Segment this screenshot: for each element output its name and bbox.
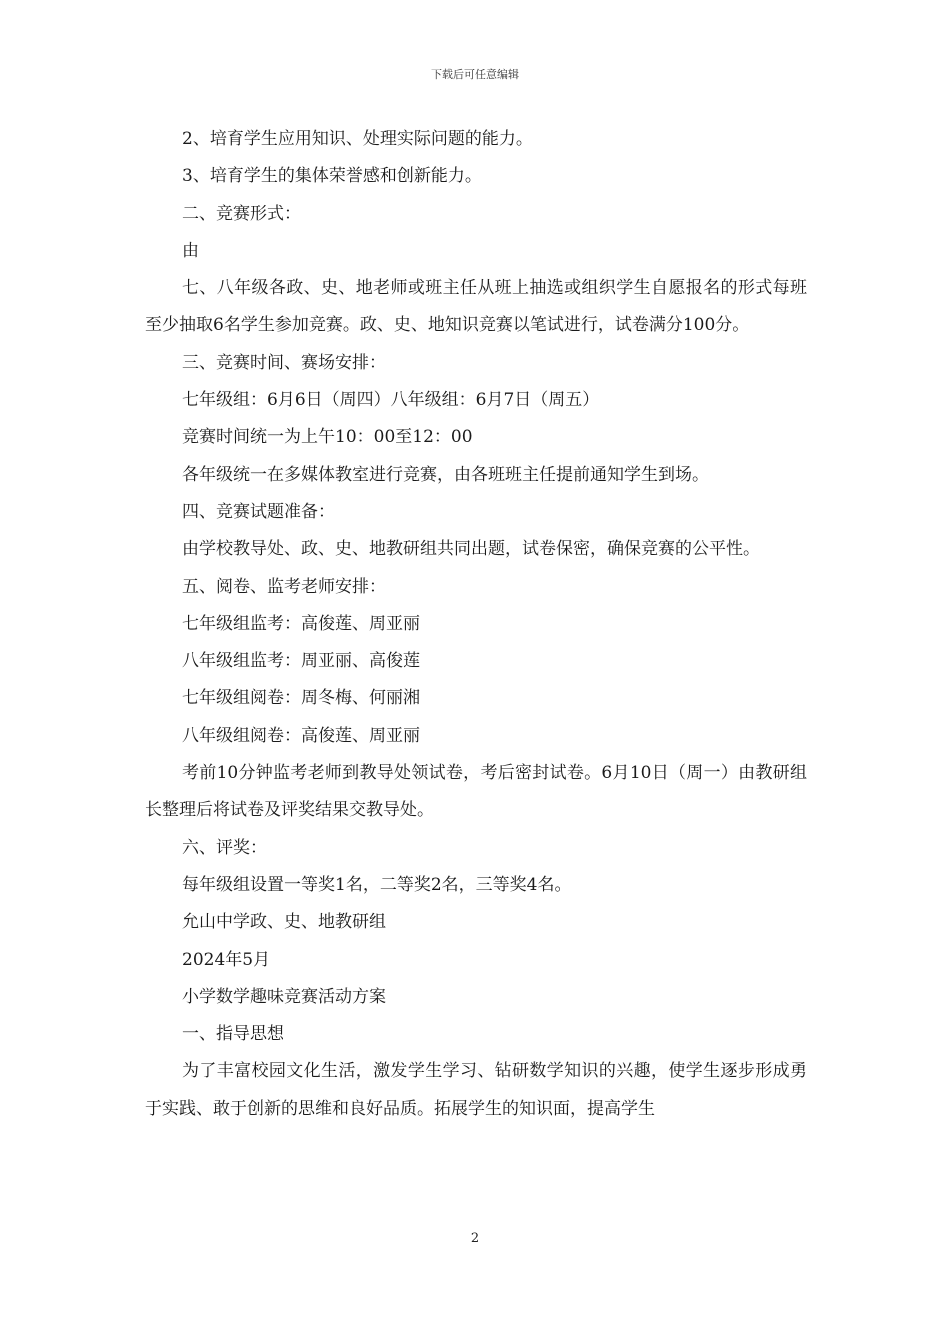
paragraph: 八年级组监考：周亚丽、高俊莲 — [182, 651, 420, 672]
paragraph: 各年级统一在多媒体教室进行竞赛，由各班班主任提前通知学生到场。 — [182, 464, 709, 485]
date-line: 2024年5月 — [182, 949, 271, 970]
section-heading: 五、阅卷、监考老师安排： — [182, 576, 386, 597]
page-number: 2 — [470, 1231, 480, 1246]
paragraph: 2、培育学生应用知识、处理实际问题的能力。 — [182, 129, 533, 149]
section-heading: 四、竞赛试题准备： — [182, 501, 335, 522]
section-heading: 六、评奖： — [182, 837, 267, 858]
paragraph: 七年级组监考：高俊莲、周亚丽 — [182, 613, 420, 634]
signature-line: 允山中学政、史、地教研组 — [182, 912, 386, 933]
paragraph: 每年级组设置一等奖1名，二等奖2名，三等奖4名。 — [182, 874, 572, 895]
paragraph: 八年级组阅卷：高俊莲、周亚丽 — [182, 725, 420, 746]
paragraph: 七年级组：6月6日（周四）八年级组：6月7日（周五） — [182, 390, 600, 411]
paragraph: 3、培育学生的集体荣誉感和创新能力。 — [182, 166, 482, 187]
paragraph: 由学校教导处、政、史、地教研组共同出题，试卷保密，确保竞赛的公平性。 — [182, 539, 760, 560]
document-title: 小学数学趣味竞赛活动方案 — [182, 986, 386, 1007]
document-body — [145, 121, 807, 1128]
paragraph: 由 — [182, 240, 199, 261]
paragraph: 竞赛时间统一为上午10：00至12：00 — [182, 427, 473, 448]
paragraph: 考前10分钟监考老师到教导处领试卷，考后密封试卷。6月10日（周一）由教研组长整理后将试卷及评奖结果交教导处。 — [145, 763, 807, 821]
section-heading: 三、竞赛时间、赛场安排： — [182, 352, 386, 373]
paragraph: 七、八年级各政、史、地老师或班主任从班上抽选或组织学生自愿报名的形式每班至少抽取6名学生参加竞赛。政、史、地知识竞赛以笔试进行，试卷满分100分。 — [145, 278, 807, 336]
page-header: 下载后可任意编辑 — [431, 68, 519, 81]
section-heading: 一、指导思想 — [182, 1024, 284, 1045]
paragraph: 七年级组阅卷：周冬梅、何丽湘 — [182, 688, 420, 709]
paragraph: 为了丰富校园文化生活，激发学生学习、钻研数学知识的兴趣，使学生逐步形成勇于实践、敢于创新的思维和良好品质。拓展学生的知识面，提高学生 — [145, 1061, 807, 1119]
section-heading: 二、竞赛形式： — [182, 203, 301, 224]
